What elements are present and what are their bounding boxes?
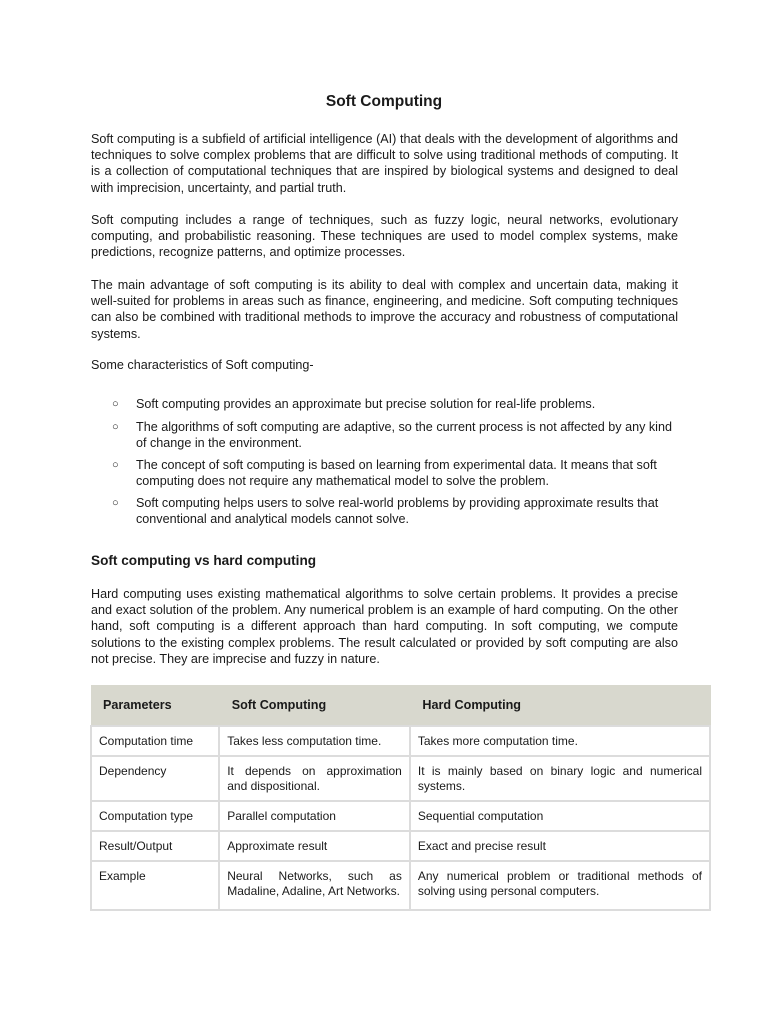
table-cell: Approximate result [219,831,410,861]
table-header-row [91,685,710,726]
list-item: ○ Soft computing helps users to solve real-world problems by providing approximate results that conventional and analytical models cannot solve. [112,496,659,526]
table-row [91,801,710,831]
list-item: ○ The algorithms of soft computing are adaptive, so the current process is not affected by any kind of change in the environment. [112,420,672,450]
header-hard-computing: Hard Computing [410,685,710,726]
bullet-circle-icon: ○ [112,459,119,471]
hard-computing-paragraph: Hard computing uses existing mathematical algorithms to solve certain problems. It provides a precise and exact solution of the problem. Any numerical problem is an example of hard computing. On the other hand, soft computing is a different approach than hard computing. In soft computing, we compute solutions to the existing complex problems. The result calculated or provided by soft computing are also not precise. They are imprecise and fuzzy in nature. [91,587,678,666]
table-cell: Parallel computation [219,801,410,831]
table-row [91,831,710,861]
table-cell: Computation time [91,726,219,756]
table-cell: It depends on approximation and dispositional. [219,756,410,801]
characteristics-intro: Some characteristics of Soft computing- [91,358,314,372]
table-cell: Computation type [91,801,219,831]
header-soft-computing: Soft Computing [219,685,410,726]
bullet-circle-icon: ○ [112,421,119,433]
table-cell: Takes less computation time. [219,726,410,756]
table-cell: Neural Networks, such as Madaline, Adaline, Art Networks. [219,861,410,910]
table-cell: Any numerical problem or traditional methods of solving using personal computers. [410,861,710,910]
page-title: Soft Computing [325,93,443,110]
header-parameters: Parameters [91,685,219,726]
table-cell: Dependency [91,756,219,801]
table-cell: Example [91,861,219,910]
table-row [91,756,710,801]
comparison-table [90,685,711,911]
intro-paragraph: Soft computing is a subfield of artificial intelligence (AI) that deals with the development of algorithms and techniques to solve complex problems that are difficult to solve using traditional methods of computing. It is a collection of computational techniques that are inspired by biological systems and designed to deal with imprecision, uncertainty, and partial truth. [91,132,678,195]
list-item: ○ The concept of soft computing is based on learning from experimental data. It means that soft computing does not require any mathematical model to solve the problem. [112,458,657,488]
table-cell: Result/Output [91,831,219,861]
table-row [91,861,710,910]
advantage-paragraph: The main advantage of soft computing is its ability to deal with complex and uncertain data, making it well-suited for problems in areas such as finance, engineering, and medicine. Soft computing techniques can also be combined with traditional methods to improve the accuracy and robustness of computational systems. [91,278,678,341]
table-cell: Sequential computation [410,801,710,831]
table-row [91,726,710,756]
table-cell: It is mainly based on binary logic and numerical systems. [410,756,710,801]
bullet-circle-icon: ○ [112,497,119,509]
bullet-circle-icon: ○ [112,398,119,410]
techniques-paragraph: Soft computing includes a range of techniques, such as fuzzy logic, neural networks, evolutionary computing, and probabilistic reasoning. These techniques are used to model complex systems, make predictions, recognize patterns, and optimize processes. [91,213,678,260]
section-heading: Soft computing vs hard computing [91,553,317,568]
table-cell: Takes more computation time. [410,726,710,756]
list-item: ○ Soft computing provides an approximate but precise solution for real-life problems. [112,397,596,411]
table-cell: Exact and precise result [410,831,710,861]
